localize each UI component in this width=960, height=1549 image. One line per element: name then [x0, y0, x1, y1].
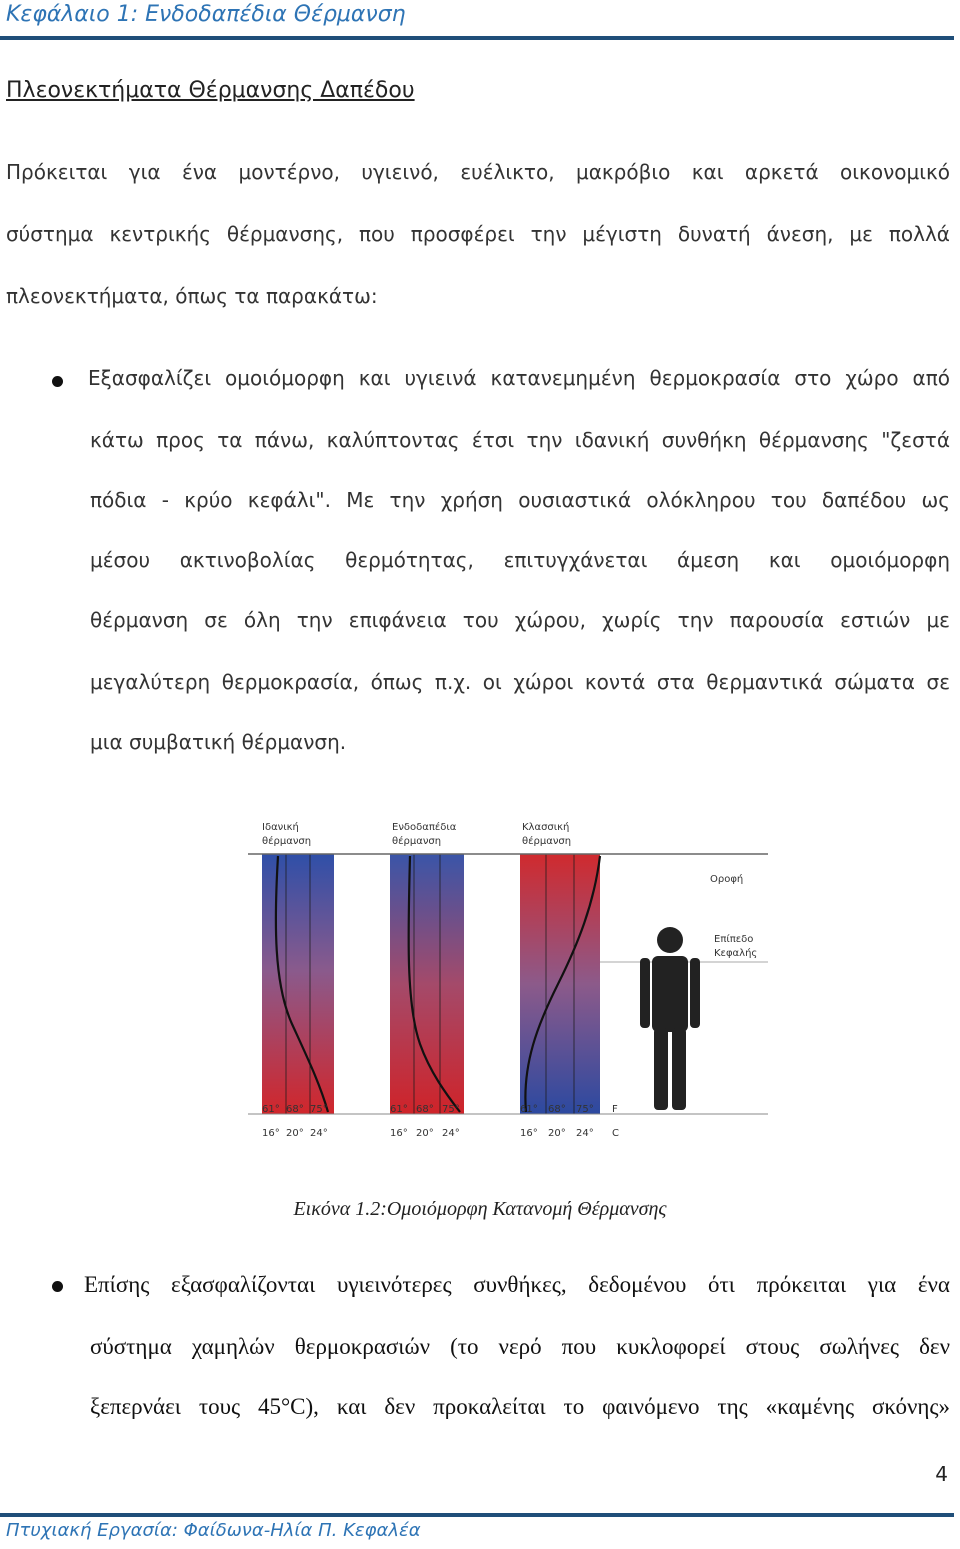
heating-distribution-figure — [248, 814, 768, 1146]
figure-caption: Εικόνα 1.2:Ομοιόμορφη Κατανομή Θέρμανσης — [293, 1198, 667, 1220]
temp-f-ideal-2: 68° — [286, 1104, 304, 1115]
bullet1-line-4: μέσου ακτινοβολίας θερμότητας, επιτυγχάνεται άμεση και ομοιόμορφη — [90, 548, 950, 572]
bullet1-line-3: πόδια - κρύο κεφάλι". Με την χρήση ουσιαστικά ολόκληρου του δαπέδου ως — [90, 488, 950, 512]
temp-c-ideal-3: 24° — [310, 1128, 328, 1139]
label-classic-line2: θέρμανση — [522, 836, 572, 847]
bullet-dot-2 — [52, 1281, 63, 1292]
temp-f-floor-1: 61° — [390, 1104, 408, 1115]
intro-line-3: πλεονεκτήματα, όπως τα παρακάτω: — [6, 284, 378, 308]
temp-f-classic-3: 75° — [576, 1104, 594, 1115]
unit-c: C — [612, 1128, 619, 1139]
temp-f-classic-2: 68° — [548, 1104, 566, 1115]
temp-c-classic-3: 24° — [576, 1128, 594, 1139]
intro-line-1: Πρόκειται για ένα μοντέρνο, υγιεινό, ευέλικτο, μακρόβιο και αρκετά οικονομικό — [6, 160, 950, 184]
temp-f-floor-3: 75° — [442, 1104, 460, 1115]
head-level-label-line2: Κεφαλής — [714, 948, 758, 959]
bullet1-line-1: Εξασφαλίζει ομοιόμορφη και υγιεινά κατανεμημένη θερμοκρασία στο χώρο από — [88, 366, 950, 390]
label-classic-line1: Κλασσική — [522, 822, 570, 833]
temp-c-ideal-1: 16° — [262, 1128, 280, 1139]
temp-c-classic-2: 20° — [548, 1128, 566, 1139]
header-rule — [0, 36, 954, 40]
label-floor-line2: θέρμανση — [392, 836, 442, 847]
head-level-label-line1: Επίπεδο — [714, 934, 754, 945]
bullet-dot-1 — [52, 376, 63, 387]
bullet1-line-5: θέρμανση σε όλη την επιφάνεια του χώρου, χωρίς την παρουσία εστιών με — [90, 608, 950, 632]
bullet2-line-3: ξεπερνάει τους 45°C), και δεν προκαλείται το φαινόμενο της «καμένης σκόνης» — [90, 1394, 950, 1419]
column-floor — [390, 854, 464, 1114]
temp-f-classic-1: 61° — [520, 1104, 538, 1115]
unit-f: F — [612, 1104, 618, 1115]
temp-c-floor-3: 24° — [442, 1128, 460, 1139]
bullet2-line-2: σύστημα χαμηλών θερμοκρασιών (το νερό που κυκλοφορεί στους σωλήνες δεν — [90, 1334, 950, 1359]
temp-f-ideal-3: 75° — [310, 1104, 328, 1115]
bullet1-line-2: κάτω προς τα πάνω, καλύπτοντας έτσι την ιδανική συνθήκη θέρμανσης "ζεστά — [90, 428, 950, 452]
temp-c-ideal-2: 20° — [286, 1128, 304, 1139]
header-title: Κεφάλαιο 1: Ενδοδαπέδια Θέρμανση — [6, 2, 406, 27]
intro-line-2: σύστημα κεντρικής θέρμανσης, που προσφέρει την μέγιστη δυνατή άνεση, με πολλά — [6, 222, 950, 246]
bullet1-line-6: μεγαλύτερη θερμοκρασία, όπως π.χ. οι χώροι κοντά στα θερμαντικά σώματα σε — [90, 670, 950, 694]
label-ideal-line1: Ιδανική — [262, 822, 299, 833]
footer-rule — [0, 1513, 954, 1517]
ceiling-label: Οροφή — [710, 874, 744, 885]
column-classic — [520, 854, 600, 1114]
temp-f-ideal-1: 61° — [262, 1104, 280, 1115]
temp-c-classic-1: 16° — [520, 1128, 538, 1139]
label-floor-line1: Ενδοδαπέδια — [392, 822, 457, 833]
section-title: Πλεονεκτήματα Θέρμανσης Δαπέδου — [6, 78, 415, 103]
page-number: 4 — [935, 1462, 948, 1486]
person-icon — [640, 927, 700, 1110]
footer-text: Πτυχιακή Εργασία: Φαίδωνα-Ηλία Π. Κεφαλέα — [6, 1520, 421, 1541]
temp-f-floor-2: 68° — [416, 1104, 434, 1115]
bullet1-line-7: μια συμβατική θέρμανση. — [90, 730, 347, 754]
temp-c-floor-2: 20° — [416, 1128, 434, 1139]
column-ideal — [262, 854, 334, 1114]
label-ideal-line2: θέρμανση — [262, 836, 312, 847]
bullet2-line-1: Επίσης εξασφαλίζονται υγιεινότερες συνθήκες, δεδομένου ότι πρόκειται για ένα — [84, 1272, 950, 1297]
temp-c-floor-1: 16° — [390, 1128, 408, 1139]
